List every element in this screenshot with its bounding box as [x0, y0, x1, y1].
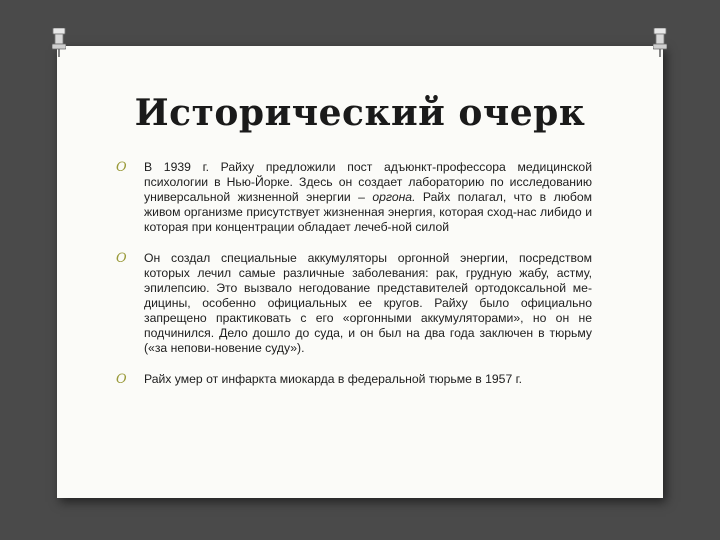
bullet-item	[116, 251, 592, 356]
bullet-marker-icon: O	[116, 251, 127, 266]
bullet-text: Райх полагал, что в любом живом организме присутствует жизненная энергия, которая сход-нас либидо и которая при концентрации обладает лечеб-ной силой	[144, 190, 592, 234]
bullet-marker-icon: O	[116, 160, 127, 175]
bullet-item	[116, 160, 592, 235]
bullet-text: В 1939 г. Райху предложили пост адъюнкт-профессора медицинской психологии в Нью-Йорке. Здесь он создает лабораторию по исследованию универсальной жизненной энергии –	[144, 160, 592, 204]
bullet-list	[116, 160, 592, 403]
bullet-item	[116, 372, 592, 387]
bullet-emphasis: оргона.	[372, 190, 416, 204]
pushpin-icon	[653, 28, 667, 58]
pushpin-icon	[52, 28, 66, 58]
slide-title: Исторический очерк	[134, 92, 586, 134]
bullet-text: Он создал специальные аккумуляторы оргонной энергии, посредством которых лечил самые различные заболевания: рак, грудную жабу, астму, эпилепсию. Это вызвало негодование представителей ортодоксальной ме-дицины, особенно официальных ее кругов. Райху было официально запрещено практиковать с его «оргонными аккумуляторами», но он не подчинился. Дело дошло до суда, и он был на два года заключен в тюрьму («за непови-новение суду»).	[144, 251, 592, 355]
bullet-marker-icon: O	[116, 372, 127, 387]
bullet-text: Райх умер от инфаркта миокарда в федеральной тюрьме в 1957 г.	[144, 372, 522, 386]
